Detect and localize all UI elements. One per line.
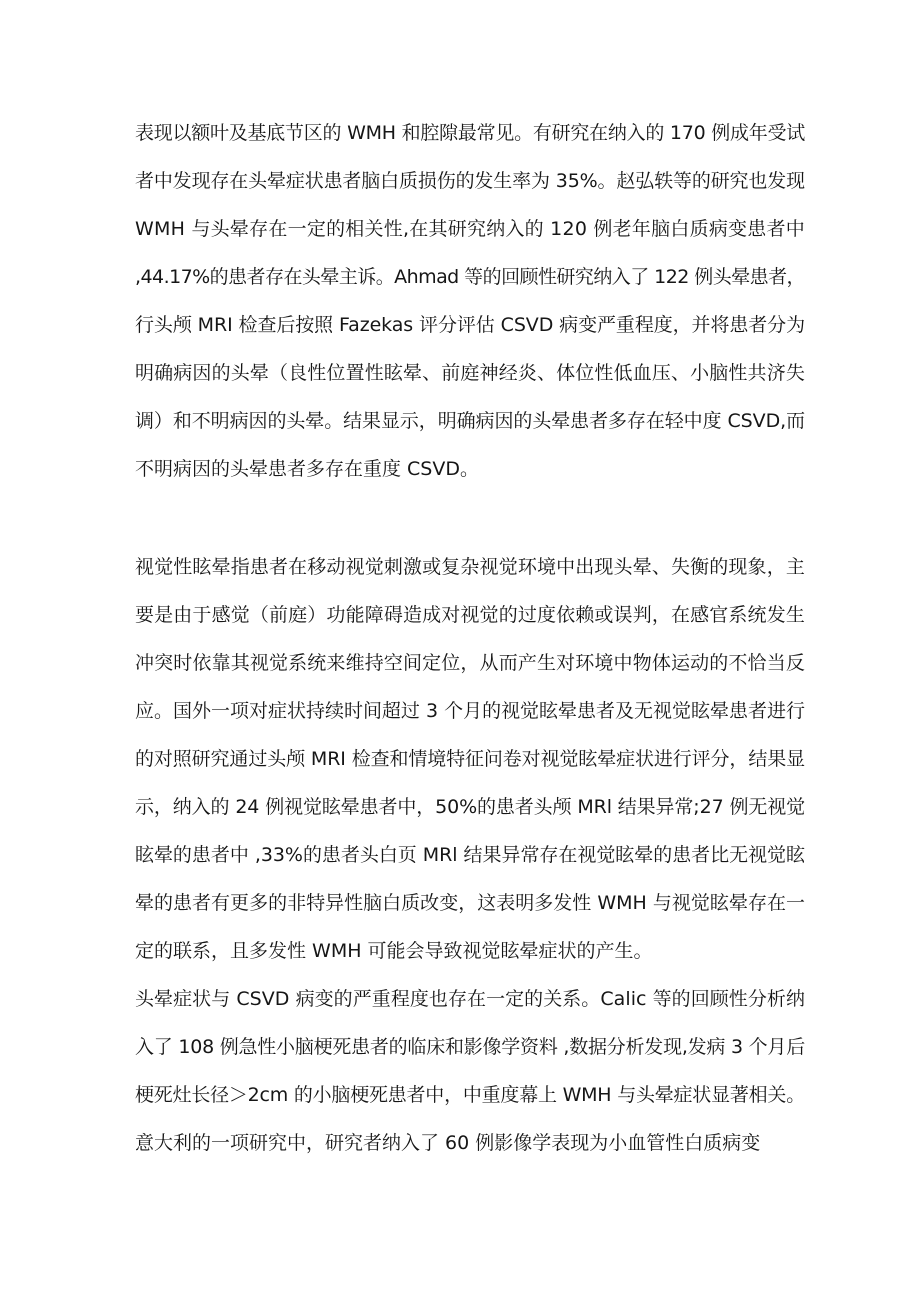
paragraph-line — [135, 301, 805, 349]
paragraph-line — [135, 205, 805, 253]
paragraph-line — [135, 927, 805, 975]
line-text: 意大利的一项研究中，研究者纳入了 60 例影像学表现为小血管性白质病变 — [135, 1132, 761, 1154]
paragraph-line — [135, 349, 805, 397]
paragraph — [135, 975, 805, 1167]
paragraph-line — [135, 783, 805, 831]
line-text: 表现以额叶及基底节区的 WMH 和腔隙最常见。有研究在纳入的 170 例成年受试 — [135, 122, 805, 144]
line-text: 不明病因的头晕患者多存在重度 CSVD。 — [135, 458, 479, 480]
line-text: 者中发现存在头晕症状患者脑白质损伤的发生率为 35%。赵弘轶等的研究也发现 — [135, 170, 805, 192]
line-text: 眩晕的患者中 ,33%的患者头白页 MRl 结果异常存在视觉眩晕的患者比无视觉眩 — [135, 844, 805, 866]
line-text: 晕的患者有更多的非特异性脑白质改变，这表明多发性 WMH 与视觉眩晕存在一 — [135, 892, 805, 914]
line-text: 视觉性眩晕指患者在移动视觉刺激或复杂视觉环境中出现头晕、失衡的现象，主 — [135, 556, 805, 578]
paragraph-line — [135, 109, 805, 157]
paragraph-line — [135, 253, 805, 301]
paragraph-line — [135, 879, 805, 927]
line-text: 明确病因的头晕（良性位置性眩晕、前庭神经炎、体位性低血压、小脑性共济失 — [135, 362, 805, 384]
line-text: 梗死灶长径＞2cm 的小脑梗死患者中，中重度幕上 WMH 与头晕症状显著相关。 — [135, 1084, 805, 1106]
line-text: 冲突时依靠其视觉系统来维持空间定位，从而产生对环境中物体运动的不恰当反 — [135, 652, 805, 674]
paragraph-line — [135, 157, 805, 205]
paragraph-line — [135, 831, 805, 879]
line-text: WMH 与头晕存在一定的相关性,在其研究纳入的 120 例老年脑白质病变患者中 — [135, 218, 805, 240]
line-text: 的对照研究通过头颅 MRI 检查和情境特征问卷对视觉眩晕症状进行评分，结果显 — [135, 748, 805, 770]
line-text: 应。国外一项对症状持续时间超过 3 个月的视觉眩晕患者及无视觉眩晕患者进行 — [135, 700, 805, 722]
line-text: 行头颅 MRI 检查后按照 Fazekas 评分评估 CSVD 病变严重程度，并将患者分为 — [135, 314, 805, 336]
paragraph — [135, 109, 805, 493]
paragraph-line — [135, 1023, 805, 1071]
line-text: ,44.17%的患者存在头晕主诉。Ahmad 等的回顾性研究纳入了 122 例头晕患者， — [135, 266, 805, 288]
paragraph-line — [135, 397, 805, 445]
paragraph-line — [135, 975, 805, 1023]
paragraph-line — [135, 591, 805, 639]
paragraph-line — [135, 639, 805, 687]
paragraph-line — [135, 735, 805, 783]
line-text: 调）和不明病因的头晕。结果显示，明确病因的头晕患者多存在轻中度 CSVD,而 — [135, 410, 805, 432]
paragraph-line — [135, 1119, 805, 1167]
paragraph-line — [135, 687, 805, 735]
paragraph — [135, 543, 805, 975]
line-text: 要是由于感觉（前庭）功能障碍造成对视觉的过度依赖或误判，在感官系统发生 — [135, 604, 805, 626]
line-text: 入了 108 例急性小脑梗死患者的临床和影像学资料 ,数据分析发现,发病 3 个月后 — [135, 1036, 805, 1058]
paragraph-line — [135, 445, 805, 493]
line-text: 头晕症状与 CSVD 病变的严重程度也存在一定的关系。Calic 等的回顾性分析纳 — [135, 988, 805, 1010]
paragraph-line — [135, 1071, 805, 1119]
line-text: 定的联系，且多发性 WMH 可能会导致视觉眩晕症状的产生。 — [135, 940, 653, 962]
paragraph-line — [135, 543, 805, 591]
line-text: 示，纳入的 24 例视觉眩晕患者中，50%的患者头颅 MRl 结果异常;27 例无视觉 — [135, 796, 805, 818]
